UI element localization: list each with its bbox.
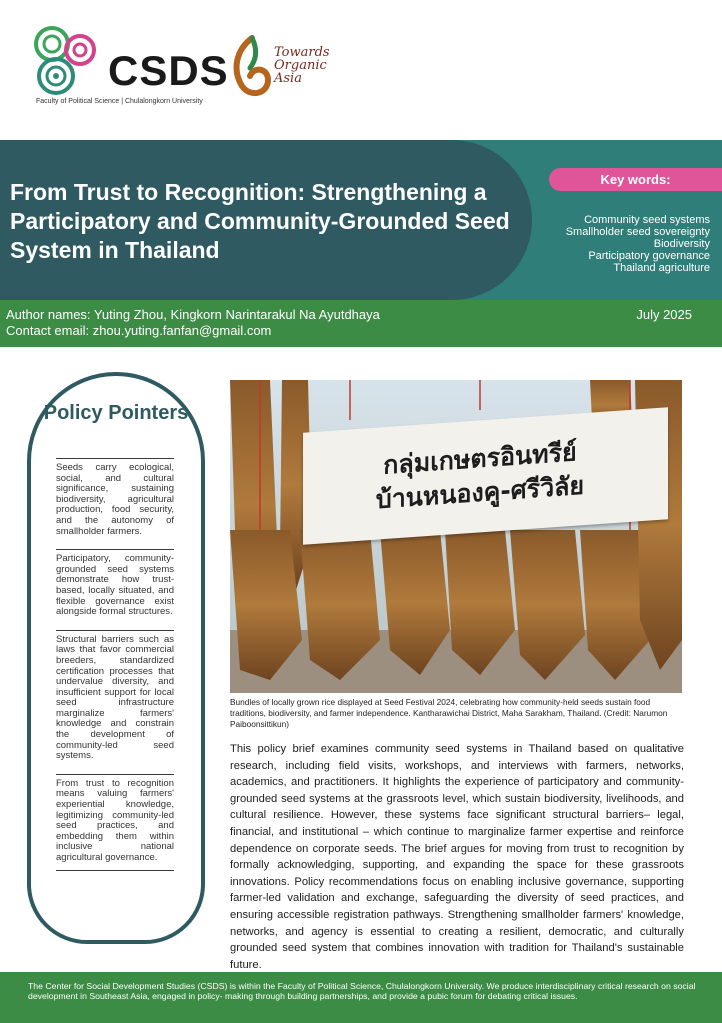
sign-line-1: กลุ่มเกษตรอินทรีย์ — [383, 437, 577, 480]
logo-header — [0, 0, 722, 140]
author-band — [0, 300, 722, 347]
publication-date: July 2025 — [636, 307, 692, 322]
policy-pointer-item: From trust to recognition means valuing farmers' experiential knowledge, legitimizing community-led seed practices, and embedding them within inclusive national agricultural governance. — [56, 774, 174, 871]
keyword-item: Biodiversity — [653, 238, 710, 250]
keywords-list — [510, 214, 710, 274]
contact-email: Contact email: zhou.yuting.fanfan@gmail.com — [6, 323, 272, 338]
page-title: From Trust to Recognition: Strengthening a Participatory and Community-Grounded Seed System in Thailand — [10, 179, 510, 263]
keywords-label: Key words: — [549, 168, 722, 191]
toa-line-3: Asia — [274, 71, 302, 86]
footer-text: The Center for Social Development Studies (CSDS) is within the Faculty of Political Science, Chulalongkorn University. We produce interdisciplinary critical research on social development in Southeast Asia, engaged in policy- making through building partnerships, and provide a pubic forum for debating critical issues. — [28, 981, 696, 1002]
sign-line-2: บ้านหนองคู-ศรีวิลัย — [375, 470, 585, 515]
author-names: Author names: Yuting Zhou, Kingkorn Narintarakul Na Ayutdhaya — [6, 307, 380, 322]
seed-swirl-icon — [228, 34, 274, 104]
policy-pointer-item: Participatory, community-grounded seed systems demonstrate how trust-based, locally situated, and flexible governance exist alongside formal structures. — [56, 549, 174, 624]
keyword-item: Smallholder seed sovereignty — [565, 226, 710, 238]
policy-pointer-item: Seeds carry ecological, social, and cultural significance, sustaining biodiversity, agricultural production, food security, and the autonomy of smallholder farmers. — [56, 458, 174, 543]
policy-pointers-list — [56, 458, 174, 871]
keyword-item: Community seed systems — [584, 214, 710, 226]
photo-caption: Bundles of locally grown rice displayed at Seed Festival 2024, celebrating how community-held seeds sustain food traditions, biodiversity, and farmer independence. Kantharawichai District, Maha Sarakham, Thailand. (Credit: Narumon Paiboonsittikun) — [230, 697, 668, 729]
policy-pointers-title: Policy Pointers — [43, 402, 189, 424]
toa-logo-text — [274, 46, 330, 85]
csds-logo — [30, 22, 229, 110]
body-paragraph: This policy brief examines community seed systems in Thailand based on qualitative research, including field visits, workshops, and interviews with farmers, networks, academics, and practitioners. It highlights the experience of participatory and community-grounded seed systems at the grassroots level, which sustain biodiversity, livelihoods, and cultural resilience. However, these systems face significant structural barriers– legal, financial, and institutional – which continue to marginalize farmer expertise and reinforce dependence on corporate seeds. The brief argues for moving from trust to recognition by formally acknowledging, supporting, and expanding the space for these grassroots innovations. Policy recommendations focus on enabling inclusive governance, supporting farmer-led validation and exchange, safeguarding the diversity of seed practices, and ensuring accessible registration pathways. Strengthening smallholder farmers' knowledge, networks, and agency is essential to creating a resilient, democratic, and culturally grounded seed system that combines innovation with tradition for Thailand's sustainable future. — [230, 743, 684, 971]
csds-spiral-icon — [30, 22, 110, 102]
policy-pointer-item: Structural barriers such as laws that favor commercial breeders, standardized certification processes that undervalue diversity, and insufficient support for local seed infrastructure marginalize farmers' knowledge and constrain the development of community-led seed systems. — [56, 630, 174, 768]
keyword-item: Participatory governance — [588, 250, 710, 262]
csds-subtitle: Faculty of Political Science | Chulalongkorn University — [36, 98, 203, 105]
keyword-item: Thailand agriculture — [613, 262, 710, 274]
rice-bundles-photo — [230, 380, 682, 693]
csds-wordmark: CSDS — [108, 47, 229, 94]
toa-line-2: Organic — [274, 58, 327, 73]
towards-organic-asia-logo — [228, 34, 358, 104]
toa-line-1: Towards — [274, 45, 330, 60]
